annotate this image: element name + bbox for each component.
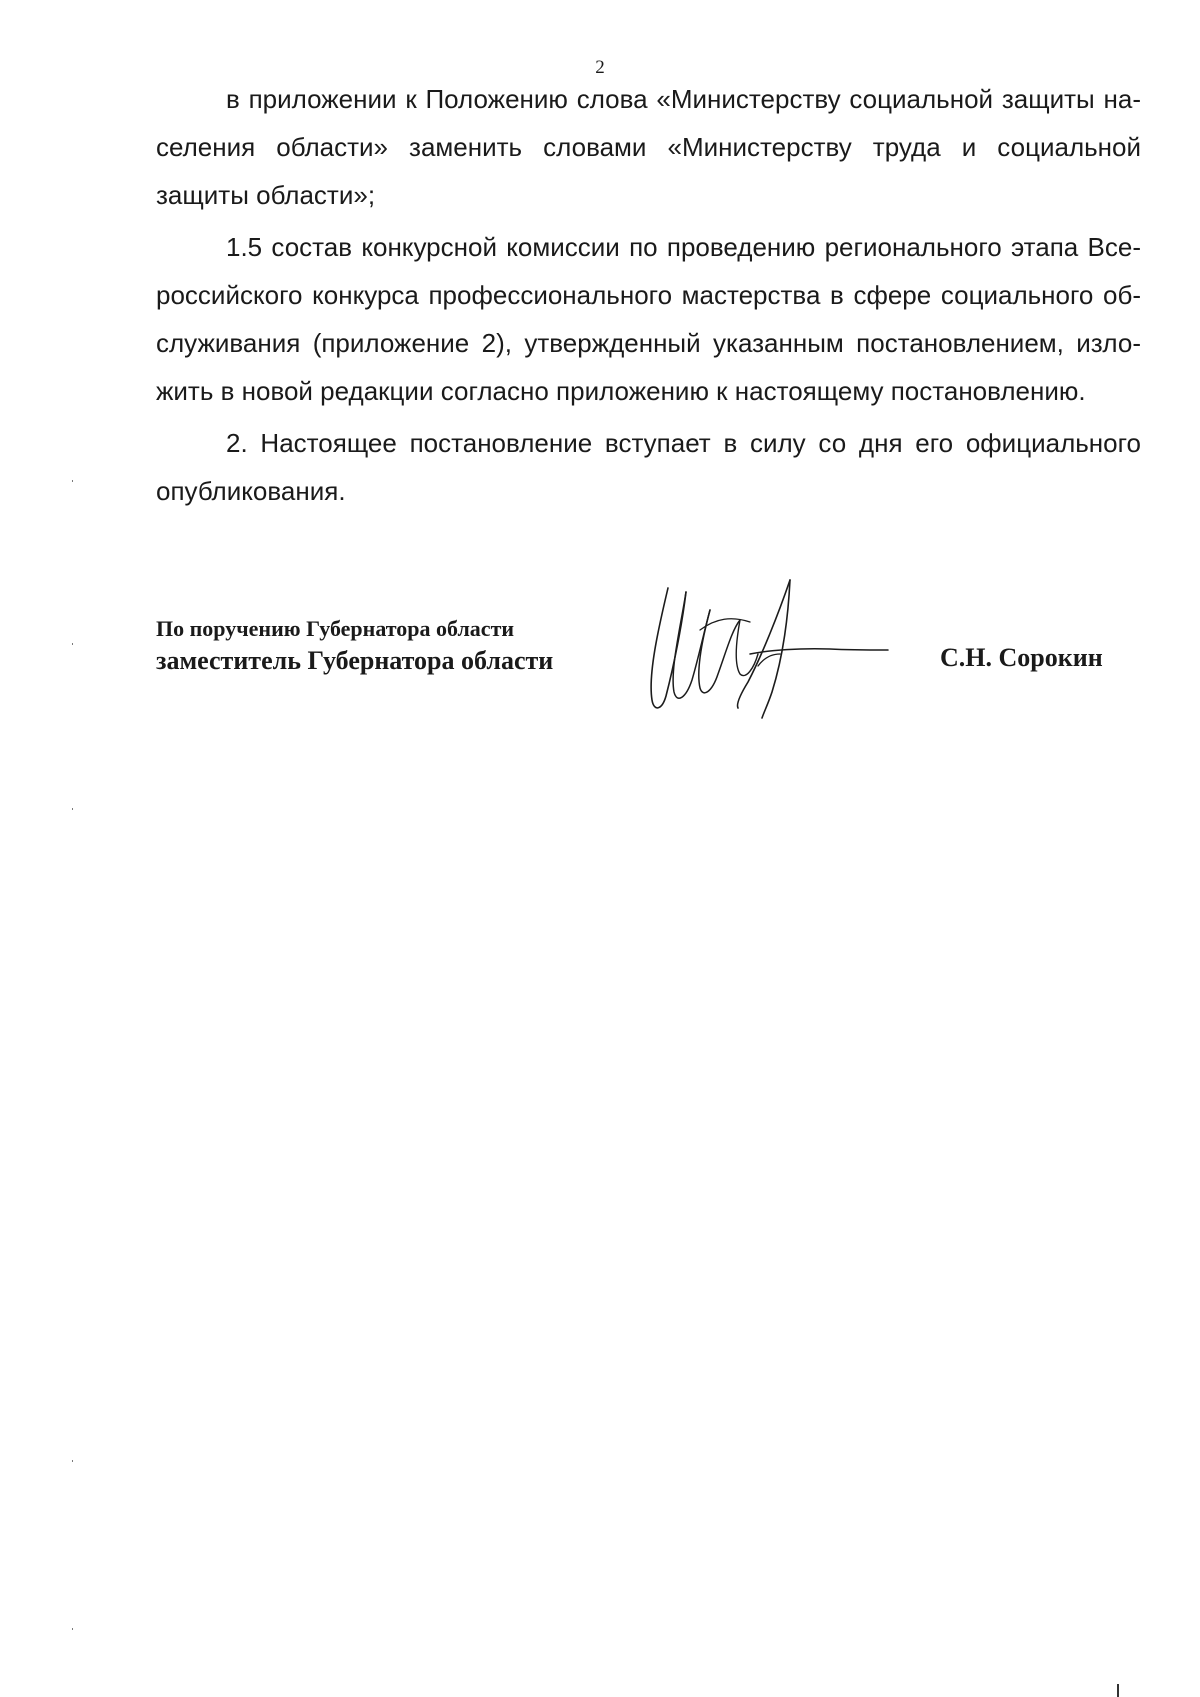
- scan-margin-mark: [72, 480, 73, 482]
- signatory-position-line: заместитель Губернатора области: [156, 646, 554, 675]
- signatory-authority-line: По поручению Губернатора области: [156, 616, 515, 641]
- document-body: [156, 75, 1141, 519]
- paragraph-2: 1.5 состав конкурсной комиссии по проведению регионального этапа Все-российского конкурса профессионального мастерства в сфере социального об-служивания (приложение 2), утвержденный указанным постановлением, изло-жить в новой редакции согласно приложению к настоящему постановлению.: [156, 232, 1141, 406]
- handwritten-signature: [640, 570, 910, 730]
- signatory-title-block: [156, 614, 553, 678]
- scan-edge-mark: [1117, 1684, 1119, 1697]
- scan-margin-mark: [72, 1628, 73, 1630]
- page-number: 2: [595, 57, 605, 78]
- scan-margin-mark: [72, 643, 73, 645]
- scan-margin-mark: [72, 808, 73, 810]
- paragraph-1: в приложении к Положению слова «Министерству социальной защиты на-селения области» заменить словами «Министерству труда и социальной защиты области»;: [156, 84, 1141, 210]
- scan-margin-mark: [72, 1460, 73, 1462]
- signer-name: С.Н. Сорокин: [940, 643, 1103, 672]
- paragraph-3: 2. Настоящее постановление вступает в силу со дня его официального опубликования.: [156, 428, 1141, 506]
